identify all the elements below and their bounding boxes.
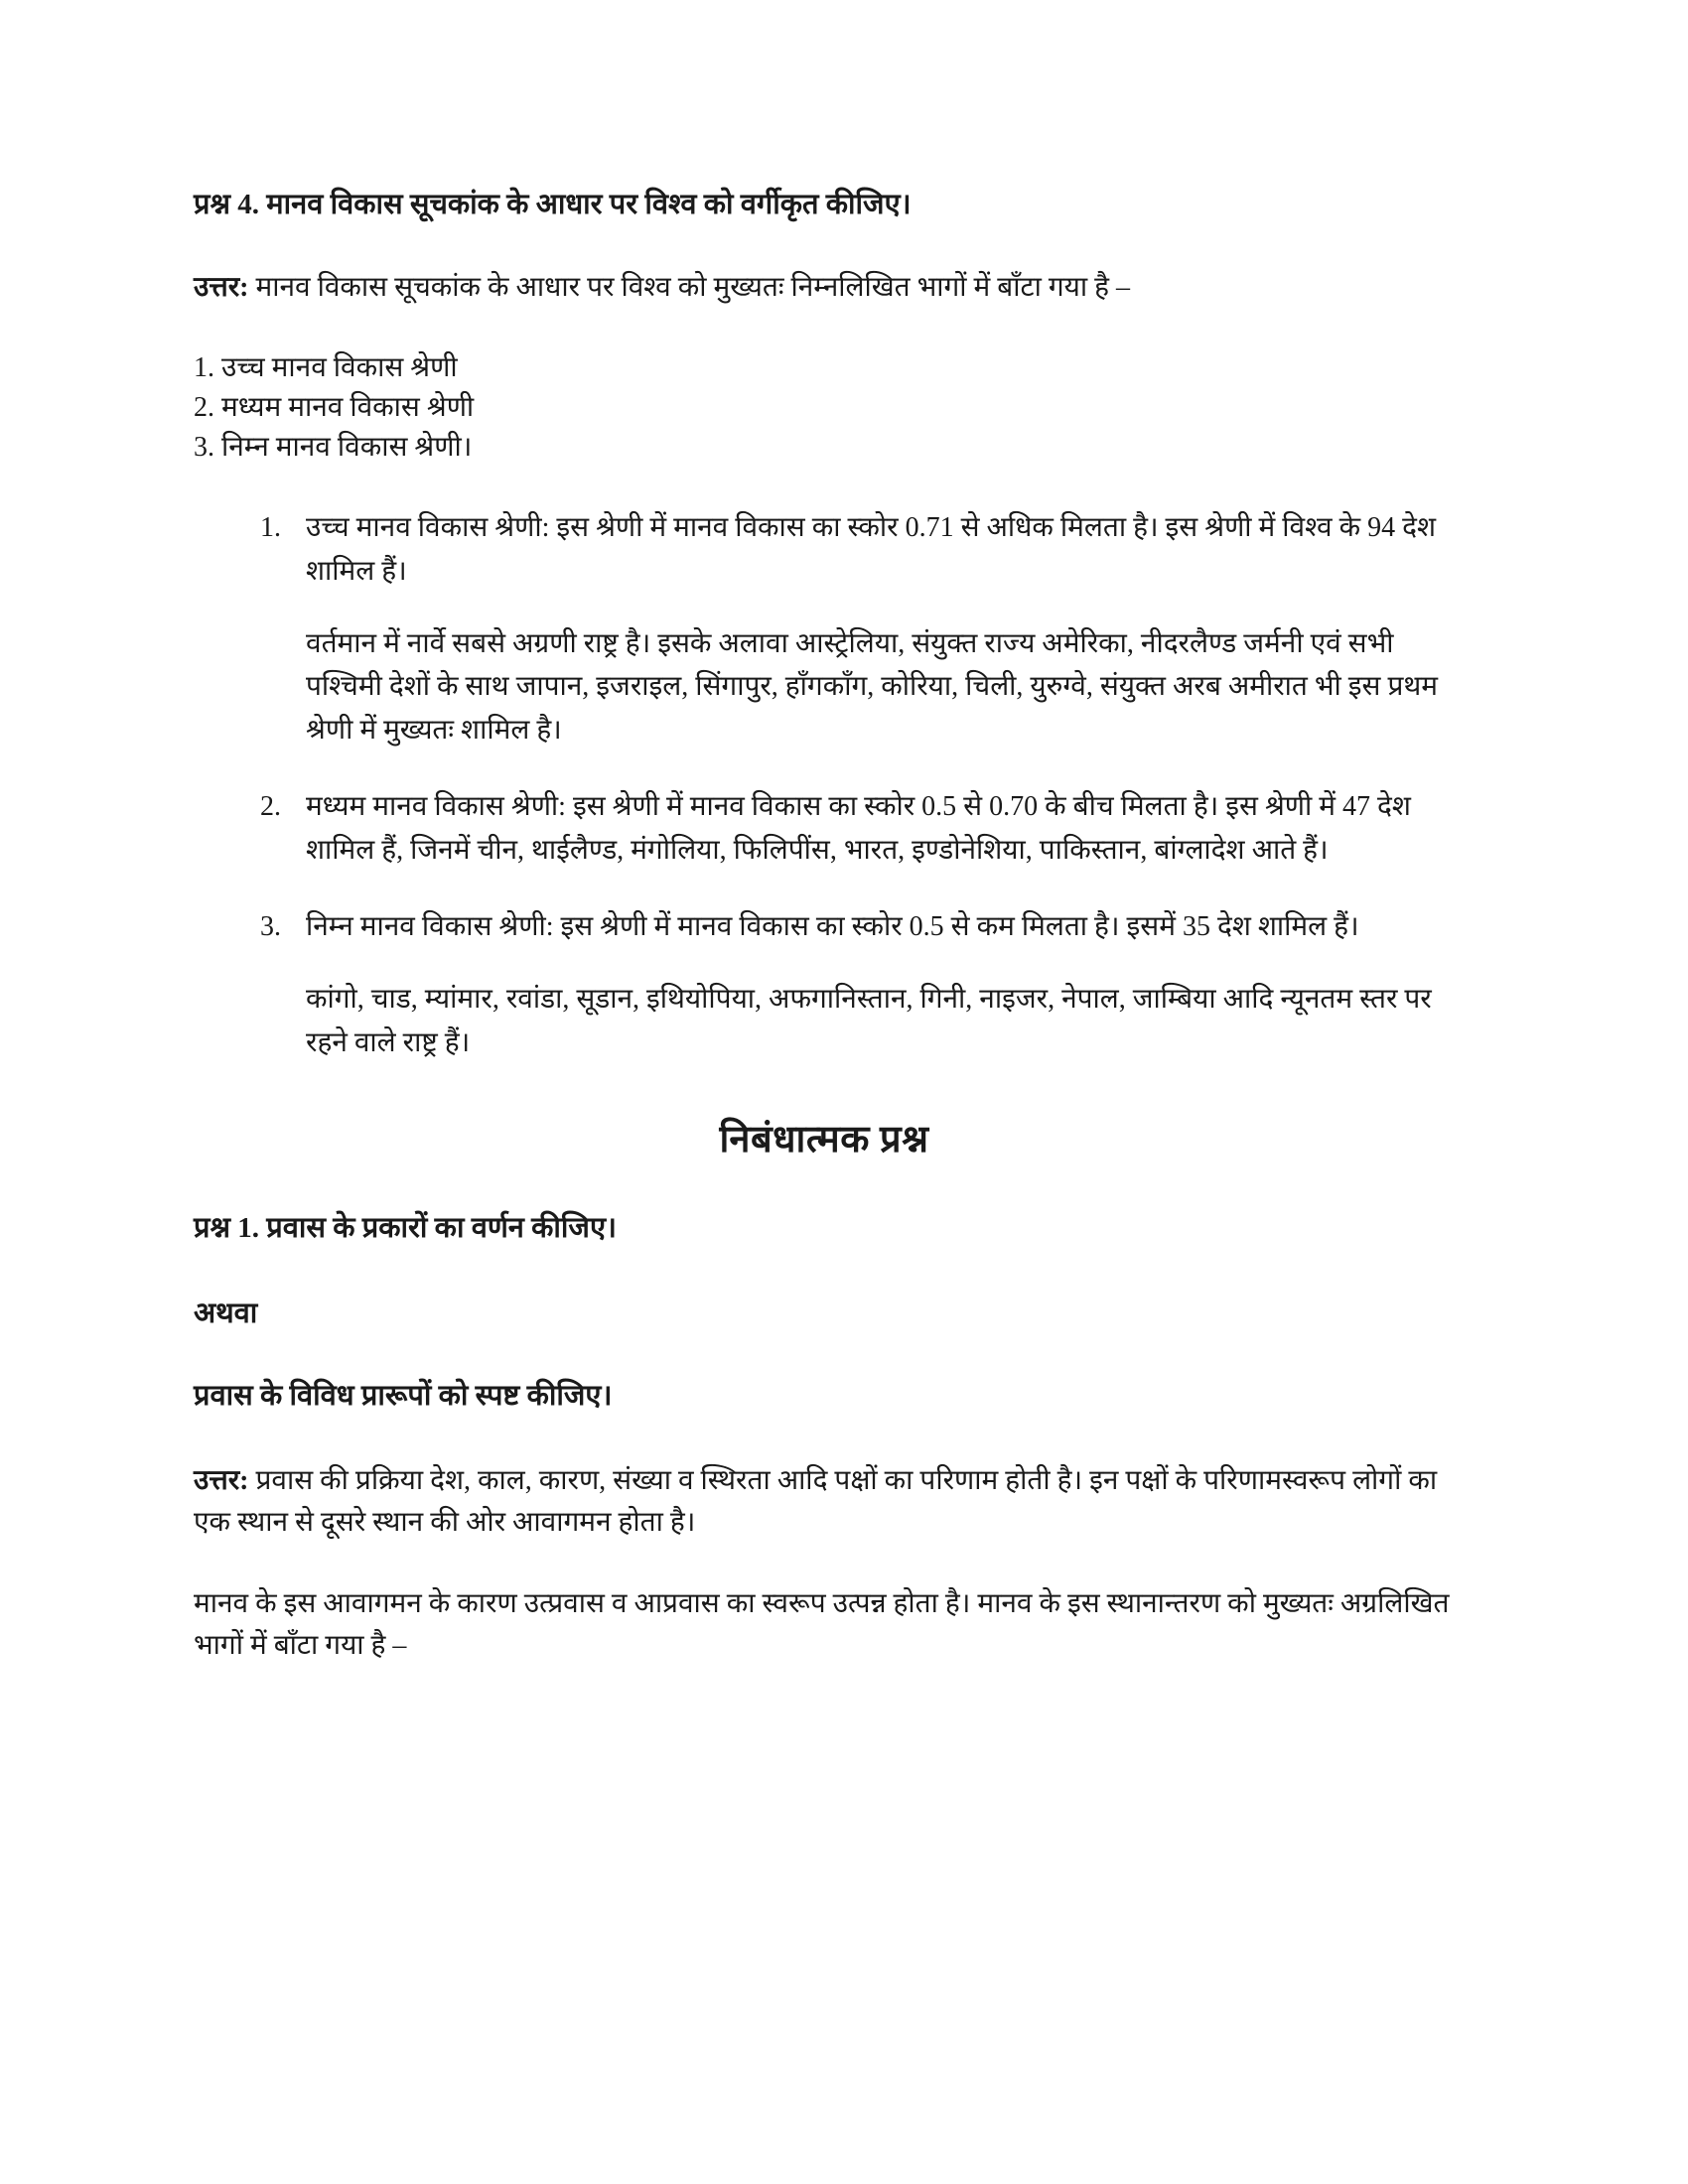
question-4-answer-intro xyxy=(194,267,1455,309)
list-item xyxy=(288,905,1455,1064)
answer-intro-text: प्रवास की प्रक्रिया देश, काल, कारण, संख्या व स्थिरता आदि पक्षों का परिणाम होती है। इन पक्षों के परिणामस्वरूप लोगों का एक स्थान से दूसरे स्थान की ओर आवागमन होता है। xyxy=(194,1465,1438,1539)
list-item: 1. उच्च मानव विकास श्रेणी xyxy=(194,352,458,384)
answer-intro-text: मानव विकास सूचकांक के आधार पर विश्व को मुख्यतः निम्नलिखित भागों में बाँटा गया है – xyxy=(248,272,1131,304)
question-1-heading: प्रश्न 1. प्रवास के प्रकारों का वर्णन कीजिए। xyxy=(194,1212,617,1245)
list-item xyxy=(288,785,1455,872)
question-4-heading: प्रश्न 4. मानव विकास सूचकांक के आधार पर विश्व को वर्गीकृत कीजिए। xyxy=(194,189,912,220)
alternative-label: अथवा xyxy=(194,1297,258,1330)
list-item-text: 2. मध्यम मानव विकास श्रेणी: इस श्रेणी में मानव विकास का स्कोर 0.5 से 0.70 के बीच मिलता है। इस श्रेणी में 47 देश शामिल हैं, जिनमें चीन, थाईलैण्ड, मंगोलिया, फिलिपींस, भारत, इण्डोनेशिया, पाकिस्तान, बांग्लादेश आते हैं। xyxy=(306,791,1411,866)
list-item-text: 1. उच्च मानव विकास श्रेणी: इस श्रेणी में मानव विकास का स्कोर 0.71 से अधिक मिलता है। इस श्रेणी में विश्व के 94 देश शामिल हैं। xyxy=(306,512,1437,587)
list-item-secondary-text: वर्तमान में नार्वे सबसे अग्रणी राष्ट्र है। इसके अलावा आस्ट्रेलिया, संयुक्त राज्य अमेरिका, नीदरलैण्ड जर्मनी एवं सभी पश्चिमी देशों के साथ जापान, इजराइल, सिंगापुर, हाँगकाँग, कोरिया, चिली, युरुग्वे, संयुक्त अरब अमीरात भी इस प्रथम श्रेणी में मुख्यतः शामिल है। xyxy=(306,628,1439,746)
answer-label: उत्तर: xyxy=(194,272,249,304)
question-1-answer-intro xyxy=(194,1460,1455,1544)
question-1-alt-heading: प्रवास के विविध प्रारूपों को स्पष्ट कीजिए। xyxy=(194,1380,613,1413)
list-item-secondary-text: कांगो, चाड, म्यांमार, रवांडा, सूडान, इथियोपिया, अफगानिस्तान, गिनी, नाइजर, नेपाल, जाम्बिया आदि न्यूनतम स्तर पर रहने वाले राष्ट्र हैं। xyxy=(306,984,1432,1058)
list-item: 3. निम्न मानव विकास श्रेणी। xyxy=(194,431,473,463)
category-detail-list xyxy=(194,506,1455,1064)
category-plain-list xyxy=(194,348,1455,467)
list-item-text: 3. निम्न मानव विकास श्रेणी: इस श्रेणी में मानव विकास का स्कोर 0.5 से कम मिलता है। इसमें 35 देश शामिल हैं। xyxy=(306,911,1359,943)
section-title: निबंधात्मक प्रश्न xyxy=(719,1119,929,1161)
answer-label: उत्तर: xyxy=(194,1465,249,1497)
question-1-answer-para-2: मानव के इस आवागमन के कारण उत्प्रवास व आप्रवास का स्वरूप उत्पन्न होता है। मानव के इस स्थानान्तरण को मुख्यतः अग्रलिखित भागों में बाँटा गया है – xyxy=(194,1588,1450,1662)
list-item xyxy=(288,506,1455,751)
list-item: 2. मध्यम मानव विकास श्रेणी xyxy=(194,391,475,423)
